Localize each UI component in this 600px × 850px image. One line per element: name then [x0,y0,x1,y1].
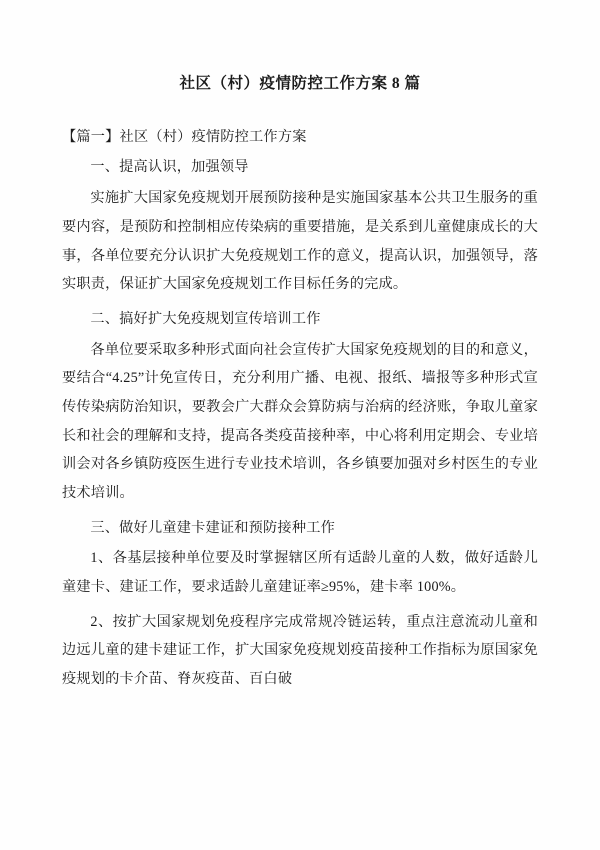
paragraph-four: 2、按扩大国家规划免疫程序完成常规冷链运转，重点注意流动儿童和边远儿童的建卡建证工作，扩大国家免疫规划疫苗接种工作指标为原国家免疫规划的卡介苗、脊灰疫苗、百白破 [62,613,538,688]
paragraph-one: 实施扩大国家免疫规划开展预防接种是实施国家基本公共卫生服务的重要内容，是预防和控制相应传染病的重要措施，是关系到儿童健康成长的大事，各单位要充分认识扩大免疫规划工作的意义，提高认识，加强领导，落实职责，保证扩大国家免疫规划工作目标任务的完成。 [62,190,538,293]
paragraph-three: 1、各基层接种单位要及时掌握辖区所有适龄儿童的人数，做好适龄儿童建卡、建证工作，要求适龄儿童建证率≥95%，建卡率 100%。 [62,550,538,596]
heading-one: 一、提高认识，加强领导 [90,159,249,176]
heading-two: 二、搞好扩大免疫规划宣传培训工作 [90,310,321,327]
page-title: 社区（村）疫情防控工作方案 8 篇 [179,75,421,92]
heading-three: 三、做好儿童建卡建证和预防接种工作 [90,519,335,536]
paragraph-two: 各单位要采取多种形式面向社会宣传扩大国家免疫规划的目的和意义，要结合“4.25”计免宣传日，充分利用广播、电视、报纸、墙报等多种形式宣传传染病防治知识，要教会广大群众会算防病与治病的经济账，争取儿童家长和社会的理解和支持，提高各类疫苗接种率，中心将利用定期会、专业培训会对各乡镇防疫医生进行专业技术培训，各乡镇要加强对乡村医生的专业技术培训。 [62,341,538,502]
section-label: 【篇一】社区（村）疫情防控工作方案 [62,128,307,145]
